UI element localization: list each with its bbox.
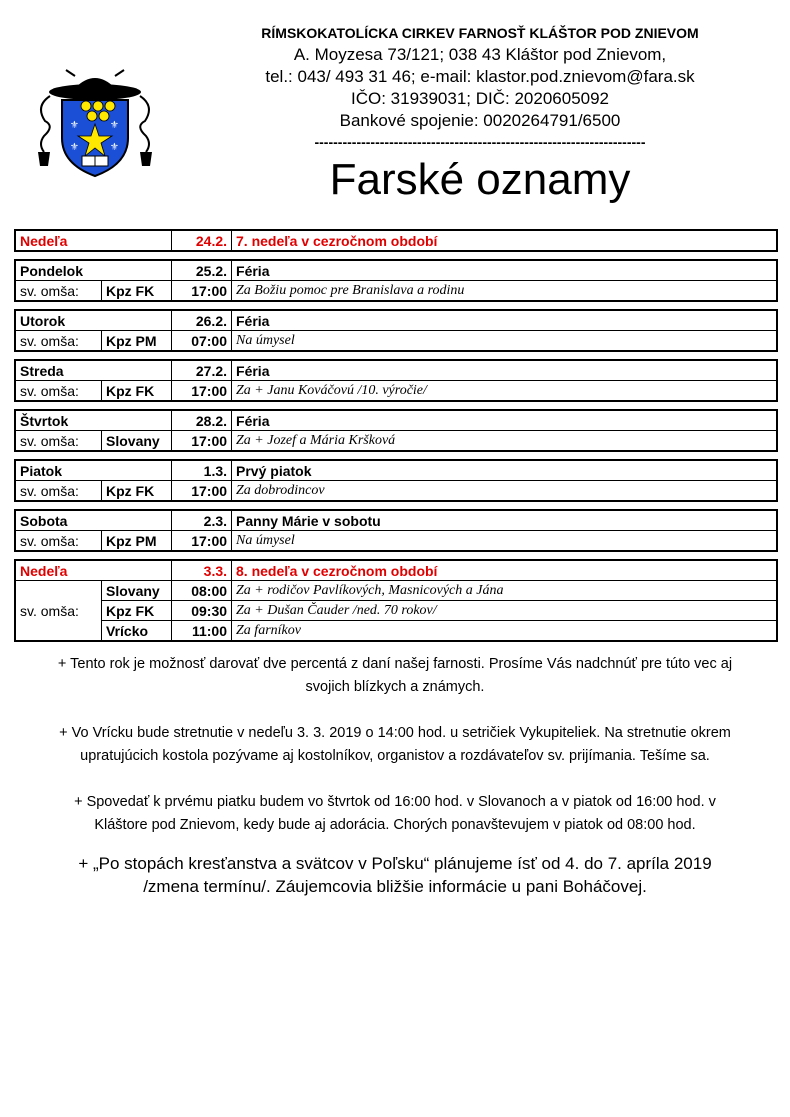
mass-label: sv. omša: <box>16 381 102 401</box>
parish-name: RÍMSKOKATOLÍCKA CIRKEV FARNOSŤ KLÁŠTOR POD ZNIEVOM <box>261 25 699 41</box>
day-name: Nedeľa <box>16 231 172 251</box>
day-date: 25.2. <box>172 261 232 281</box>
mass-intention: Za Božiu pomoc pre Branislava a rodinu <box>232 281 777 301</box>
mass-time: 17:00 <box>172 531 232 551</box>
page-title: Farské oznamy <box>329 155 631 204</box>
mass-intention: Na úmysel <box>232 531 777 551</box>
day-feast: 7. nedeľa v cezročnom období <box>232 231 777 251</box>
day-date: 3.3. <box>172 561 232 581</box>
day-date: 26.2. <box>172 311 232 331</box>
day-table <box>15 410 777 451</box>
mass-place: Kpz FK <box>102 481 172 501</box>
day-name: Utorok <box>16 311 172 331</box>
announcement-line: + Tento rok je možnosť darovať dve percentá z daní našej farnosti. Prosíme Vás nadchnúť pre túto vec aj <box>57 656 733 672</box>
day-name: Nedeľa <box>16 561 172 581</box>
parish-crest-logo <box>30 66 160 178</box>
mass-intention: Za + Janu Kováčovú /10. výročie/ <box>232 381 777 401</box>
announcement <box>20 722 770 768</box>
svg-text:⚜: ⚜ <box>70 120 79 131</box>
mass-row <box>16 621 777 641</box>
mass-row <box>16 481 777 501</box>
mass-intention: Za + Jozef a Mária Kršková <box>232 431 777 451</box>
day-name: Piatok <box>16 461 172 481</box>
parish-contact: tel.: 043/ 493 31 46; e-mail: klastor.pod.znievom@fara.sk <box>265 67 695 86</box>
day-name: Pondelok <box>16 261 172 281</box>
mass-place: Slovany <box>102 431 172 451</box>
day-date: 1.3. <box>172 461 232 481</box>
mass-place: Vrícko <box>102 621 172 641</box>
day-name: Sobota <box>16 511 172 531</box>
announcement-line: + „Po stopách kresťanstva a svätcov v Poľsku“ plánujeme ísť od 4. do 7. apríla 2019 <box>78 854 712 873</box>
day-table <box>15 230 777 251</box>
day-date: 28.2. <box>172 411 232 431</box>
header-separator: ----------------------------------------------------------------------- <box>314 134 646 150</box>
mass-place: Kpz FK <box>102 601 172 621</box>
day-header-row <box>16 261 777 281</box>
day-header-row <box>16 311 777 331</box>
svg-text:⚜: ⚜ <box>70 142 79 153</box>
day-table <box>15 510 777 551</box>
announcement-line: svojich blízkych a známych. <box>305 679 485 695</box>
mass-row <box>16 581 777 601</box>
mass-place: Kpz PM <box>102 531 172 551</box>
svg-text:⚜: ⚜ <box>110 142 119 153</box>
day-feast: Féria <box>232 311 777 331</box>
mass-intention: Za + Dušan Čauder /ned. 70 rokov/ <box>232 601 777 621</box>
parish-address: A. Moyzesa 73/121; 038 43 Kláštor pod Znievom, <box>293 45 667 64</box>
day-feast: Prvý piatok <box>232 461 777 481</box>
announcement <box>20 653 770 699</box>
mass-row <box>16 431 777 451</box>
mass-time: 09:30 <box>172 601 232 621</box>
mass-intention: Za dobrodincov <box>232 481 777 501</box>
day-feast: 8. nedeľa v cezročnom období <box>232 561 777 581</box>
mass-label: sv. omša: <box>16 431 102 451</box>
mass-place: Kpz PM <box>102 331 172 351</box>
day-table <box>15 260 777 301</box>
mass-place: Kpz FK <box>102 281 172 301</box>
day-feast: Féria <box>232 361 777 381</box>
mass-place: Kpz FK <box>102 381 172 401</box>
mass-intention: Na úmysel <box>232 331 777 351</box>
announcement-line: upratujúcich kostola pozývame aj kostolníkov, organistov a rozdávateľov sv. prijímania. Tešíme sa. <box>80 748 710 764</box>
day-name: Štvrtok <box>16 411 172 431</box>
day-feast: Panny Márie v sobotu <box>232 511 777 531</box>
announcement <box>20 791 770 837</box>
mass-label: sv. omša: <box>16 331 102 351</box>
mass-label: sv. omša: <box>16 281 102 301</box>
mass-row <box>16 531 777 551</box>
day-feast: Féria <box>232 411 777 431</box>
day-header-row <box>16 411 777 431</box>
mass-row <box>16 281 777 301</box>
mass-row <box>16 381 777 401</box>
day-feast: Féria <box>232 261 777 281</box>
day-header-row <box>16 231 777 251</box>
announcement <box>20 852 770 898</box>
svg-text:⚜: ⚜ <box>110 120 119 131</box>
mass-intention: Za farníkov <box>232 621 777 641</box>
day-table <box>15 460 777 501</box>
parish-ids: IČO: 31939031; DIČ: 2020605092 <box>350 89 610 108</box>
announcement-line: + Vo Vrícku bude stretnutie v nedeľu 3. 3. 2019 o 14:00 hod. u setričiek Vykupiteliek. Na stretnutie okrem <box>59 725 731 741</box>
day-table <box>15 310 777 351</box>
mass-label: sv. omša: <box>16 531 102 551</box>
day-date: 27.2. <box>172 361 232 381</box>
day-header-row <box>16 361 777 381</box>
mass-time: 17:00 <box>172 431 232 451</box>
parish-bank: Bankové spojenie: 0020264791/6500 <box>339 111 621 130</box>
mass-label: sv. omša: <box>16 581 102 641</box>
day-date: 2.3. <box>172 511 232 531</box>
day-date: 24.2. <box>172 231 232 251</box>
day-header-row <box>16 461 777 481</box>
mass-intention: Za + rodičov Pavlíkových, Masnicových a Jána <box>232 581 777 601</box>
mass-time: 17:00 <box>172 281 232 301</box>
mass-time: 11:00 <box>172 621 232 641</box>
day-header-row <box>16 561 777 581</box>
day-table <box>15 360 777 401</box>
announcement-line: + Spovedať k prvému piatku budem vo štvrtok od 16:00 hod. v Slovanoch a v piatok od 16:00 hod. v <box>74 794 716 810</box>
mass-label: sv. omša: <box>16 481 102 501</box>
mass-time: 17:00 <box>172 381 232 401</box>
mass-time: 17:00 <box>172 481 232 501</box>
day-name: Streda <box>16 361 172 381</box>
mass-row <box>16 601 777 621</box>
announcement-line: /zmena termínu/. Záujemcovia bližšie informácie u pani Boháčovej. <box>143 877 647 896</box>
mass-place: Slovany <box>102 581 172 601</box>
announcement-line: Kláštore pod Znievom, kedy bude aj adorácia. Chorých ponavštevujem v piatok od 08:00 hod. <box>94 817 696 833</box>
day-header-row <box>16 511 777 531</box>
mass-time: 08:00 <box>172 581 232 601</box>
mass-row <box>16 331 777 351</box>
mass-time: 07:00 <box>172 331 232 351</box>
day-table <box>15 560 777 641</box>
